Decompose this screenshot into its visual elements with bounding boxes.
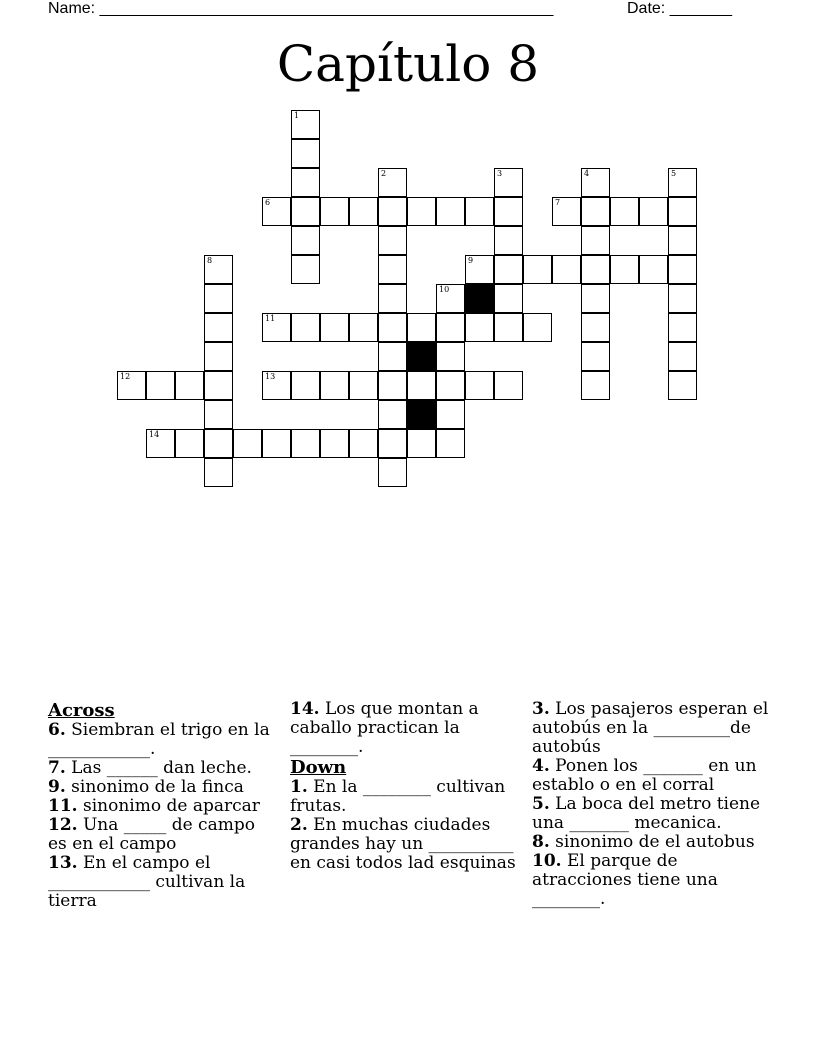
crossword-cell[interactable] [523,313,552,342]
crossword-cell[interactable] [262,313,291,342]
crossword-cell[interactable] [117,371,146,400]
crossword-cell[interactable] [378,400,407,429]
crossword-cell[interactable] [436,284,465,313]
clue-across-13 [48,854,273,911]
cell-number: 9 [468,256,474,265]
across-heading: Across [48,700,115,721]
cell-number: 6 [265,198,271,207]
clue-down-10 [532,852,772,909]
clue-across-12 [48,816,273,854]
crossword-cell[interactable] [668,284,697,313]
crossword-cell[interactable] [494,313,523,342]
clue-text: Ponen los _______ en un establo o en el corral [532,756,757,795]
crossword-cell[interactable] [291,197,320,226]
clue-column-2 [290,700,522,873]
clue-text: Una _____ de campo es en el campo [48,815,255,854]
crossword-cell[interactable] [204,284,233,313]
clue-text: sinonimo de aparcar [82,796,260,816]
crossword-cell[interactable] [349,371,378,400]
crossword-cell[interactable] [291,139,320,168]
crossword-cell[interactable] [407,197,436,226]
crossword-cell[interactable] [378,342,407,371]
crossword-cell[interactable] [494,226,523,255]
crossword-cell[interactable] [378,371,407,400]
crossword-cell[interactable] [204,458,233,487]
crossword-cell[interactable] [668,371,697,400]
crossword-cell[interactable] [610,255,639,284]
crossword-cell[interactable] [146,429,175,458]
crossword-cell[interactable] [494,371,523,400]
crossword-cell[interactable] [291,255,320,284]
down-heading: Down [290,757,347,778]
clue-number: 3. [532,699,550,719]
crossword-cell[interactable] [581,168,610,197]
clue-number: 12. [48,815,78,835]
crossword-cell[interactable] [436,371,465,400]
cell-number: 3 [497,169,503,178]
clue-number: 4. [532,756,550,776]
clue-text: La boca del metro tiene una _______ mecanica. [532,794,761,833]
crossword-cell[interactable] [204,342,233,371]
crossword-cell[interactable] [204,313,233,342]
crossword-cell[interactable] [668,226,697,255]
clue-text: En la ________ cultivan frutas. [290,777,506,816]
clue-down-1 [290,778,522,816]
crossword-cell[interactable] [581,226,610,255]
cell-number: 14 [149,430,160,439]
crossword-cell[interactable] [146,371,175,400]
crossword-black-cell [407,342,436,371]
clue-across-11 [48,797,273,816]
clue-column-3 [532,700,772,909]
crossword-cell[interactable] [639,255,668,284]
crossword-cell[interactable] [291,110,320,139]
clue-number: 9. [48,777,66,797]
crossword-cell[interactable] [581,284,610,313]
crossword-cell[interactable] [465,197,494,226]
clue-text: sinonimo de la finca [71,777,244,797]
crossword-cell[interactable] [639,197,668,226]
crossword-cell[interactable] [204,255,233,284]
crossword-cell[interactable] [465,313,494,342]
clue-text: sinonimo de el autobus [555,832,755,852]
clue-down-4 [532,757,772,795]
crossword-cell[interactable] [291,429,320,458]
crossword-cell[interactable] [204,429,233,458]
cell-number: 1 [294,111,300,120]
cell-number: 2 [381,169,387,178]
crossword-cell[interactable] [436,400,465,429]
clue-number: 1. [290,777,308,797]
crossword-cell[interactable] [581,197,610,226]
crossword-cell[interactable] [262,197,291,226]
page-title: Capítulo 8 [276,35,540,93]
clue-across-9 [48,778,273,797]
cell-number: 7 [555,198,561,207]
crossword-cell[interactable] [378,197,407,226]
crossword-cell[interactable] [581,371,610,400]
crossword-cell[interactable] [436,342,465,371]
clue-down-3 [532,700,772,757]
clue-text: En muchas ciudades grandes hay un __________ en casi todos lad esquinas [290,815,516,873]
crossword-cell[interactable] [436,197,465,226]
crossword-cell[interactable] [610,197,639,226]
crossword-cell[interactable] [378,313,407,342]
clue-text: El parque de atracciones tiene una ________. [532,851,718,909]
crossword-cell[interactable] [668,342,697,371]
crossword-cell[interactable] [378,429,407,458]
crossword-cell[interactable] [581,342,610,371]
cell-number: 8 [207,256,213,265]
crossword-cell[interactable] [494,168,523,197]
crossword-cell[interactable] [349,197,378,226]
crossword-cell[interactable] [581,255,610,284]
crossword-cell[interactable] [668,197,697,226]
crossword-cell[interactable] [320,371,349,400]
crossword-cell[interactable] [668,313,697,342]
crossword-cell[interactable] [465,255,494,284]
crossword-cell[interactable] [407,371,436,400]
clue-text: En el campo el ____________ cultivan la tierra [48,853,246,911]
crossword-cell[interactable] [291,226,320,255]
clue-number: 5. [532,794,550,814]
crossword-cell[interactable] [175,429,204,458]
crossword-cell[interactable] [407,429,436,458]
crossword-cell[interactable] [349,313,378,342]
crossword-cell[interactable] [262,371,291,400]
clue-down-8 [532,833,772,852]
crossword-cell[interactable] [378,168,407,197]
clue-number: 2. [290,815,308,835]
clue-column-1 [48,700,273,911]
crossword-cell[interactable] [581,313,610,342]
crossword-cell[interactable] [291,168,320,197]
crossword-cell[interactable] [175,371,204,400]
clue-number: 13. [48,853,78,873]
clue-number: 6. [48,720,66,740]
crossword-black-cell [407,400,436,429]
clue-text: Las ______ dan leche. [71,758,252,778]
cell-number: 12 [120,372,131,381]
crossword-cell[interactable] [378,226,407,255]
cell-number: 13 [265,372,276,381]
clue-number: 11. [48,796,78,816]
crossword-grid [0,0,816,520]
crossword-cell[interactable] [407,313,436,342]
name-field[interactable]: Name: ___________________________________________________ [48,0,554,17]
crossword-black-cell [465,284,494,313]
crossword-cell[interactable] [494,255,523,284]
clue-down-5 [532,795,772,833]
clue-number: 7. [48,758,66,778]
crossword-cell[interactable] [320,429,349,458]
crossword-cell[interactable] [291,371,320,400]
cell-number: 11 [265,314,276,323]
crossword-cell[interactable] [436,429,465,458]
clue-across-6 [48,721,273,759]
clue-number: 8. [532,832,550,852]
crossword-cell[interactable] [552,255,581,284]
crossword-cell[interactable] [668,168,697,197]
clue-text: Los pasajeros esperan el autobús en la _________de autobús [532,699,769,757]
crossword-cell[interactable] [494,197,523,226]
clue-number: 14. [290,699,320,719]
cell-number: 4 [584,169,590,178]
crossword-cell[interactable] [204,371,233,400]
date-field[interactable]: Date: _______ [627,0,732,17]
crossword-cell[interactable] [204,400,233,429]
clue-across-7 [48,759,273,778]
cell-number: 5 [671,169,677,178]
crossword-cell[interactable] [233,429,262,458]
crossword-cell[interactable] [262,429,291,458]
clue-down-2 [290,816,522,873]
clue-number: 10. [532,851,562,871]
crossword-cell[interactable] [320,313,349,342]
crossword-cell[interactable] [552,197,581,226]
crossword-cell[interactable] [378,255,407,284]
crossword-cell[interactable] [494,284,523,313]
clue-across-14 [290,700,522,757]
crossword-cell[interactable] [378,284,407,313]
crossword-cell[interactable] [378,458,407,487]
cell-number: 10 [439,285,450,294]
crossword-cell[interactable] [465,371,494,400]
crossword-cell[interactable] [291,313,320,342]
clue-text: Siembran el trigo en la ____________. [48,720,270,759]
crossword-cell[interactable] [668,255,697,284]
crossword-cell[interactable] [436,313,465,342]
crossword-cell[interactable] [523,255,552,284]
crossword-cell[interactable] [349,429,378,458]
clue-text: Los que montan a caballo practican la ________. [290,699,479,757]
crossword-cell[interactable] [320,197,349,226]
